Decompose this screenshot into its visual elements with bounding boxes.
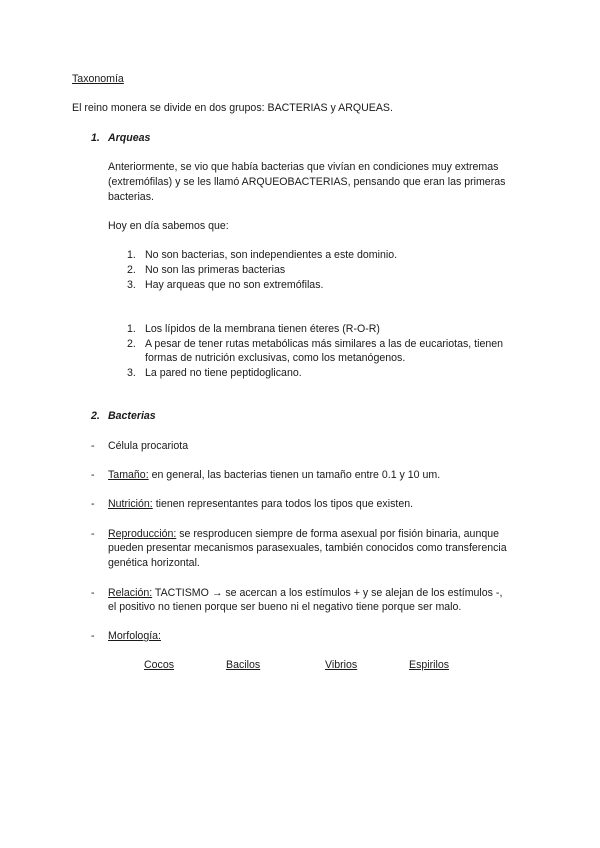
bacteria-item-reproduccion-line-2: pueden presentar mecanismos parasexuales, también conocidos como transferencia (108, 542, 507, 554)
list1-number: 1. (127, 249, 136, 261)
item-label: Relación: (108, 587, 153, 599)
item-text: se resproducen siempre de forma asexual por fisión binaria, aunque (176, 528, 500, 540)
item-text: en general, las bacterias tienen un tamaño entre 0.1 y 10 um. (148, 469, 441, 481)
list2-number: 1. (127, 323, 136, 335)
list2-item-continuation: formas de nutrición exclusivas, como los metanógenos. (145, 352, 406, 364)
section-1-heading: Arqueas (108, 132, 151, 144)
arqueas-paragraph-line-1: Anteriormente, se vio que había bacterias que vivían en condiciones muy extremas (108, 161, 499, 173)
bullet-dash: - (91, 587, 95, 599)
item-text: TACTISMO → se acercan a los estímulos + y se alejan de los estímulos -, (152, 587, 503, 599)
item-text: tienen representantes para todos los tipos que existen. (152, 498, 414, 510)
bacteria-item-tamano (108, 468, 440, 483)
item-label: Nutrición: (108, 498, 153, 510)
page-title: Taxonomía (72, 73, 124, 85)
bullet-dash: - (91, 498, 95, 510)
morphology-vibrios: Vibrios (325, 659, 358, 671)
morphology-espirilos: Espirilos (409, 659, 450, 671)
intro-text: El reino monera se divide en dos grupos: BACTERIAS y ARQUEAS. (72, 102, 393, 114)
list2-item: La pared no tiene peptidoglicano. (145, 367, 302, 379)
section-2-heading: Bacterias (108, 410, 156, 422)
morphology-cocos: Cocos (144, 659, 175, 671)
list1-number: 3. (127, 279, 136, 291)
item-label: Tamaño: (108, 469, 149, 481)
bacteria-item-relacion-line-2: el positivo no tienen porque ser bueno ni el negativo tiene porque ser malo. (108, 601, 462, 613)
list1-item: No son las primeras bacterias (145, 264, 286, 276)
list2-number: 3. (127, 367, 136, 379)
list2-item: Los lípidos de la membrana tienen éteres (R-O-R) (145, 323, 380, 335)
list1-number: 2. (127, 264, 136, 276)
section-2-number: 2. (91, 410, 100, 422)
list1-item: Hay arqueas que no son extremófilas. (145, 279, 324, 291)
list2-item: A pesar de tener rutas metabólicas más similares a las de eucariotas, tienen (145, 338, 504, 350)
morphology-bacilos: Bacilos (226, 659, 261, 671)
bacteria-item-relacion (108, 586, 502, 601)
bacteria-item-reproduccion (108, 527, 499, 542)
bullet-dash: - (91, 630, 95, 642)
today-intro: Hoy en día sabemos que: (108, 220, 229, 232)
arqueas-paragraph-line-3: bacterias. (108, 191, 154, 203)
bullet-dash: - (91, 528, 95, 540)
bullet-dash: - (91, 440, 95, 452)
bullet-dash: - (91, 469, 95, 481)
bacteria-item-morfologia: Morfología: (108, 630, 161, 642)
list2-number: 2. (127, 338, 136, 350)
section-1-number: 1. (91, 132, 100, 144)
arqueas-paragraph-line-2: (extremófilas) y se les llamó ARQUEOBACTERIAS, pensando que eran las primeras (108, 176, 506, 188)
list1-item: No son bacterias, son independientes a este dominio. (145, 249, 398, 261)
bacteria-item-reproduccion-line-3: genética horizontal. (108, 557, 200, 569)
bacteria-item-nutricion (108, 497, 413, 512)
item-label: Reproducción: (108, 528, 177, 540)
bacteria-item-celula: Célula procariota (108, 440, 189, 452)
